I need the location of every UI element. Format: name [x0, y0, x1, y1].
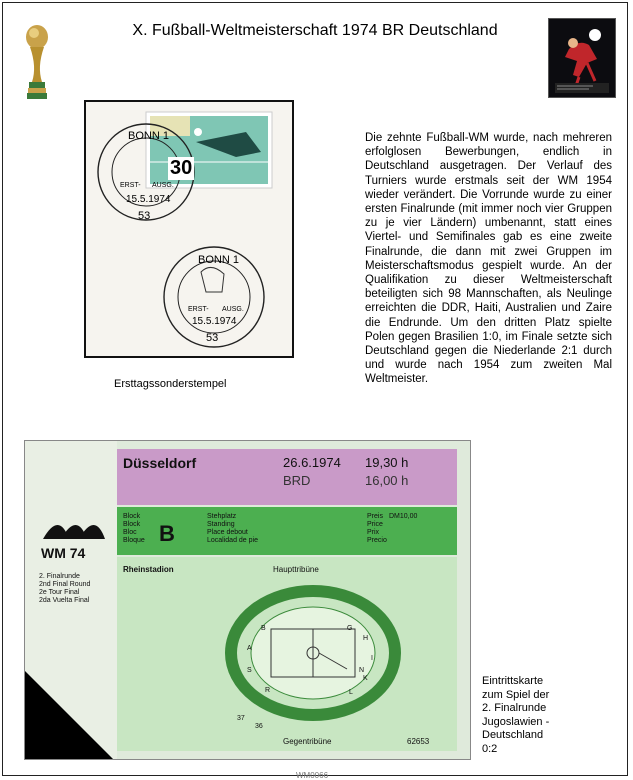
ticket-caption-line-5: 0:2: [482, 742, 498, 755]
ticket-caption-line-3: Jugoslawien -: [482, 715, 550, 728]
ticket-price-label: Preis: [367, 513, 383, 520]
ticket-caption: [482, 675, 549, 757]
sector-g: G: [347, 625, 353, 632]
postmark-city-1: BONN 1: [128, 130, 169, 142]
ticket-block-letter: B: [159, 521, 175, 546]
ticket-city: Düsseldorf: [123, 455, 197, 471]
postmark-erst-1: ERST-: [120, 182, 141, 189]
ticket-date: 26.6.1974: [283, 455, 341, 470]
postmark-city-2: BONN 1: [198, 254, 239, 266]
sector-b: B: [261, 625, 266, 632]
postmark-ausg-1: AUSG.: [152, 182, 174, 189]
ticket-time: 19,30 h: [365, 455, 409, 470]
sector-s: S: [247, 667, 252, 674]
ticket-standing-3: Localidad de pie: [207, 537, 258, 544]
sector-r: R: [265, 687, 271, 694]
sector-h: H: [363, 635, 369, 642]
postmark-ausg-2: AUSG.: [222, 306, 244, 313]
ticket-caption-line-2: 2. Finalrunde: [482, 702, 547, 715]
ticket-stadium: Rheinstadion: [123, 565, 174, 574]
history-paragraph: Die zehnte Fußball-WM wurde, nach mehreren erfolglosen Bewerbungen, endlich in Deutschland ausgetragen. Der Verlauf des Turniers wurde erstmals seit der WM 1954 wieder verändert. Die Vorrunde wurde zu einer ersten Finalrunde (mit immer noch vier Gruppen zu je vier Ländern) umbenannt, statt eines Viertel- und Semifinales gab es eine zweite Finalrunde, die dann mit zwei Gruppen im Meisterschaftsmodus gespielt wurde. An der Qualifikation zu dieser Weltmeisterschaft beteiligten sich 98 Mannschaften, als Neulinge erreichten die DDR, Haiti, Australien und Zaire die Endrunde. Um den dritten Platz spielte Polen gegen Brasilien 1:0, im Finale setzte sich Deutschland gegen die Niederlande 2:1 durch und wurde nach 1954 zum zweiten Mal Weltmeister.: [365, 132, 612, 386]
ticket-round-2: 2e Tour Final: [39, 589, 80, 596]
ticket-round-1: 2nd Final Round: [39, 581, 91, 588]
ticket-block-label-1: Block: [123, 521, 141, 528]
postmark-code-1: 53: [138, 210, 151, 222]
world-cup-trophy-icon: [22, 22, 52, 102]
ticket-time2: 16,00 h: [365, 473, 409, 488]
match-ticket: [24, 440, 471, 760]
stadium-diagram: [221, 583, 411, 723]
ticket-standing-1: Standing: [207, 521, 235, 528]
postmark-date-1: 15.5.1974: [126, 194, 171, 205]
ticket-team: BRD: [283, 473, 311, 488]
north-label: N: [359, 667, 365, 674]
ticket-block-label-2: Bloc: [123, 529, 137, 536]
sector-36: 36: [255, 723, 263, 730]
sector-i: I: [371, 655, 373, 662]
first-day-cover: [84, 100, 294, 358]
ticket-block-label-3: Bloque: [123, 537, 145, 544]
ticket-price-label-3: Precio: [367, 537, 387, 544]
goalkeeper-stamp-image: [548, 18, 616, 98]
page-title: X. Fußball-Weltmeisterschaft 1974 BR Deutschland: [132, 22, 498, 39]
ticket-caption-line-0: Eintrittskarte: [482, 675, 544, 687]
ticket-block-label-0: Block: [123, 513, 141, 520]
ticket-standing-0: Stehplatz: [207, 513, 237, 520]
ticket-round-0: 2. Finalrunde: [39, 573, 80, 580]
postmark-date-2: 15.5.1974: [192, 316, 237, 327]
ticket-price-label-2: Prix: [367, 529, 380, 536]
ticket-caption-line-1: zum Spiel der: [482, 688, 550, 701]
footer-number: WM0066: [296, 771, 329, 780]
cover-caption: Ersttagssonderstempel: [114, 378, 227, 390]
ticket-caption-line-4: Deutschland: [482, 729, 544, 742]
ticket-logo-text: WM 74: [41, 545, 86, 561]
postmark-code-2: 53: [206, 332, 219, 344]
sector-a: A: [247, 645, 252, 652]
ticket-price-label-1: Price: [367, 521, 383, 528]
ticket-price-value: DM10,00: [389, 513, 418, 520]
sector-k: K: [363, 675, 368, 682]
stamp-value: 30: [170, 157, 193, 179]
ticket-round-3: 2da Vuelta Final: [39, 597, 90, 604]
ticket-black-corner: [25, 671, 113, 759]
postmark-erst-2: ERST-: [188, 306, 209, 313]
sector-37: 37: [237, 715, 245, 722]
ticket-opposite-stand: Gegentribüne: [283, 737, 332, 746]
sector-l: L: [349, 689, 353, 696]
ticket-serial: 62653: [407, 737, 430, 746]
ticket-standing-2: Place debout: [207, 529, 248, 536]
ticket-main-stand: Haupttribüne: [273, 565, 319, 574]
